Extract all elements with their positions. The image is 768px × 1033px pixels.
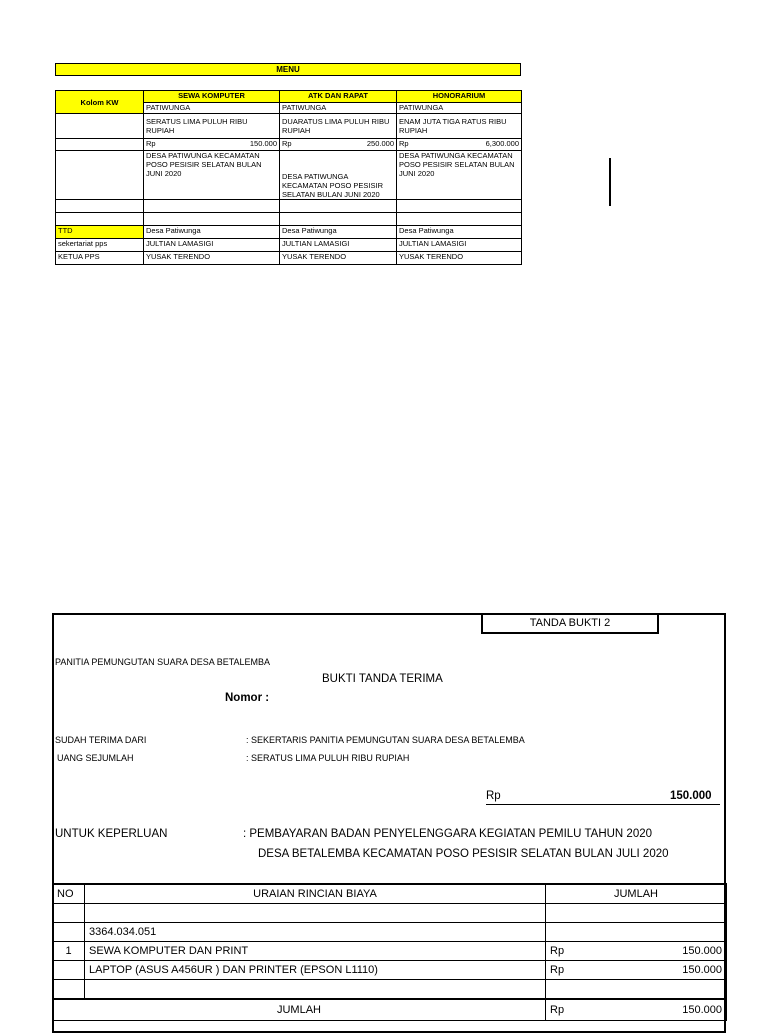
recipient-cell: PATIWUNGA [144,103,280,114]
kw-table [55,90,522,265]
uang-label: UANG SEJUMLAH [57,753,134,763]
sudah-terima-label: SUDAH TERIMA DARI [55,735,147,745]
jumlah-total-cell: Rp 150.000 [546,999,727,1021]
table-row: LAPTOP (ASUS A456UR ) DAN PRINTER (EPSON L1110) Rp 150.000 [53,961,727,980]
purpose-cell: DESA PATIWUNGA KECAMATAN POSO PESISIR SELATAN BULAN JUNI 2020 [397,151,522,200]
ketua-cell: YUSAK TERENDO [144,252,280,265]
sekretariat-label: sekertariat pps [56,239,144,252]
budget-code: 3364.034.051 [85,923,546,942]
kolom-kw-label: Kolom KW [56,91,144,114]
table-row: 1 SEWA KOMPUTER DAN PRINT Rp 150.000 [53,942,727,961]
amount-words-cell: ENAM JUTA TIGA RATUS RIBU RUPIAH [397,114,522,139]
uang-value: : SERATUS LIMA PULUH RIBU RUPIAH [246,753,410,763]
amount-cell: Rp 6,300.000 [397,139,522,151]
receipt-title: BUKTI TANDA TERIMA [322,673,443,685]
sekretariat-cell: JULTIAN LAMASIGI [144,239,280,252]
nomor-label: Nomor : [225,692,270,704]
ketua-label: KETUA PPS [56,252,144,265]
amount-underline [486,804,720,805]
org-name: PANITIA PEMUNGUTAN SUARA DESA BETALEMBA [55,657,271,667]
sekretariat-cell: JULTIAN LAMASIGI [280,239,397,252]
header-atk-rapat: ATK DAN RAPAT [280,91,397,103]
ttd-cell: Desa Patiwunga [397,226,522,239]
tanda-bukti-box: TANDA BUKTI 2 [481,613,659,634]
sekretariat-cell: JULTIAN LAMASIGI [397,239,522,252]
amount-cell: Rp 250.000 [280,139,397,151]
ttd-cell: Desa Patiwunga [280,226,397,239]
recipient-cell: PATIWUNGA [280,103,397,114]
keperluan-label: UNTUK KEPERLUAN [55,828,168,840]
purpose-cell: DESA PATIWUNGA KECAMATAN POSO PESISIR SELATAN BULAN JUNI 2020 [144,151,280,200]
total-rp-label: Rp [486,790,501,802]
amount-words-cell: SERATUS LIMA PULUH RIBU RUPIAH [144,114,280,139]
purpose-cell: DESA PATIWUNGA KECAMATAN POSO PESISIR SELATAN BULAN JUNI 2020 [280,151,397,200]
ketua-cell: YUSAK TERENDO [280,252,397,265]
header-sewa-komputer: SEWA KOMPUTER [144,91,280,103]
header-uraian: URAIAN RINCIAN BIAYA [85,884,546,904]
keperluan-line1: : PEMBAYARAN BADAN PENYELENGGARA KEGIATAN PEMILU TAHUN 2020 [243,828,653,840]
total-amount: 150.000 [670,790,712,802]
ketua-cell: YUSAK TERENDO [397,252,522,265]
keperluan-line2: DESA BETALEMBA KECAMATAN POSO PESISIR SELATAN BULAN JULI 2020 [258,848,669,860]
menu-title: MENU [55,63,521,76]
header-jumlah: JUMLAH [546,884,727,904]
ttd-cell: Desa Patiwunga [144,226,280,239]
sudah-terima-value: : SEKERTARIS PANITIA PEMUNGUTAN SUARA DESA BETALEMBA [246,735,525,745]
jumlah-total-label: JUMLAH [53,999,546,1021]
vertical-line [609,158,611,206]
ttd-label: TTD [56,226,144,239]
header-honorarium: HONORARIUM [397,91,522,103]
amount-cell: Rp 150.000 [144,139,280,151]
header-no: NO [53,884,85,904]
recipient-cell: PATIWUNGA [397,103,522,114]
rincian-table [52,883,727,1021]
amount-words-cell: DUARATUS LIMA PULUH RIBU RUPIAH [280,114,397,139]
